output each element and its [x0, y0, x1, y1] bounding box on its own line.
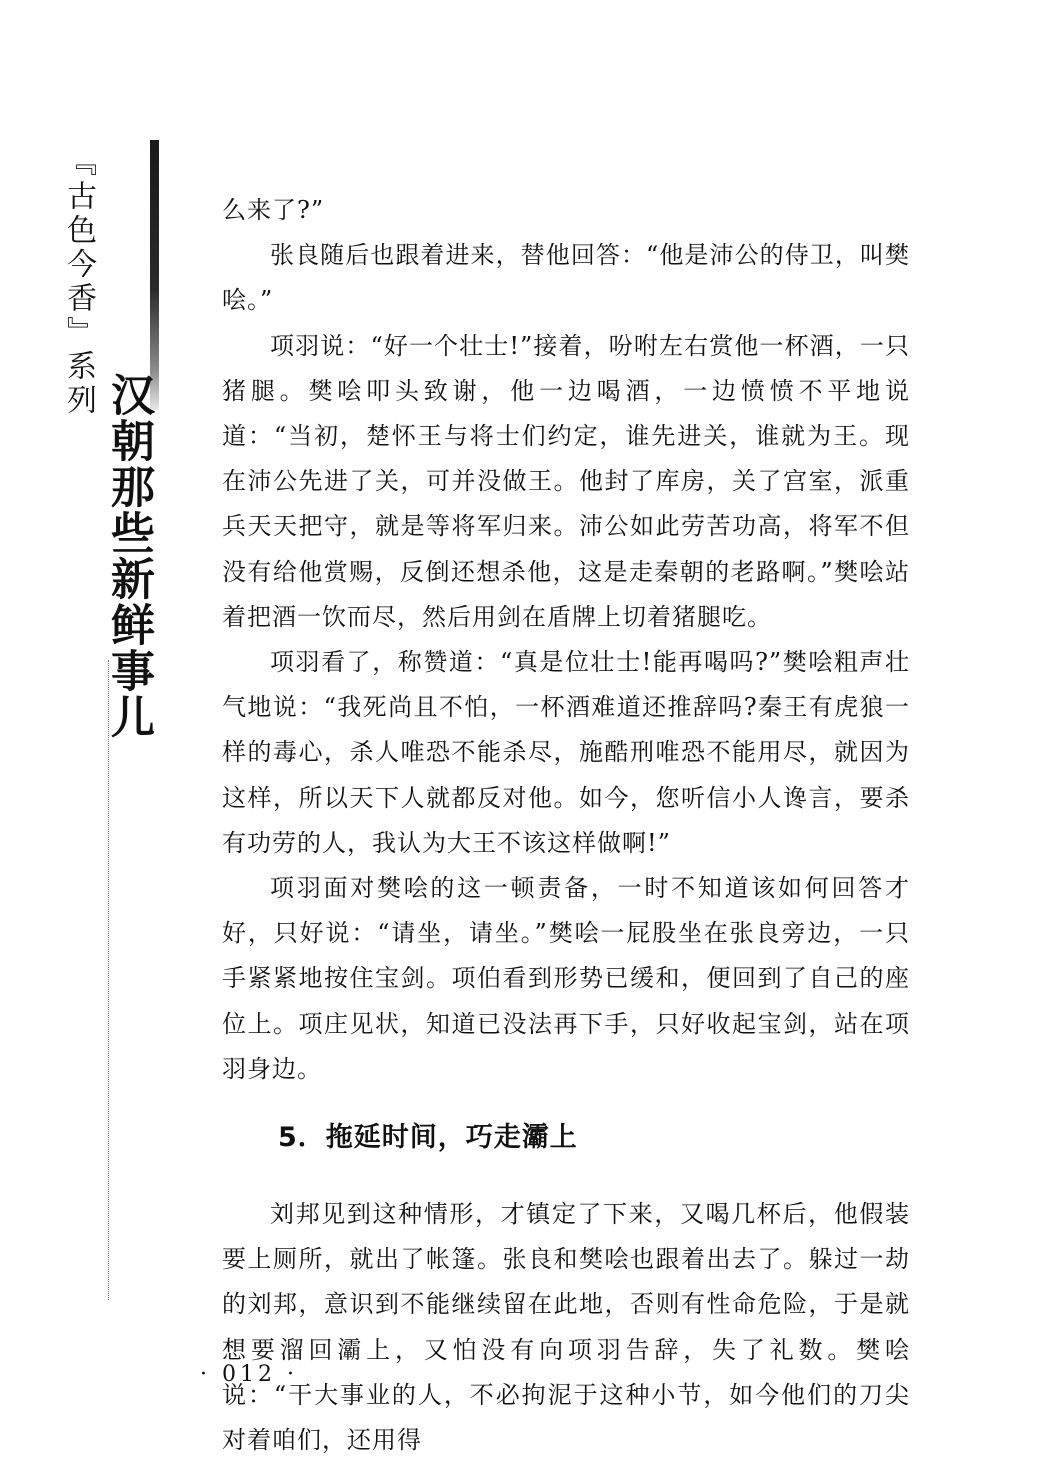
page-number: · 012 · [200, 1362, 298, 1387]
series-gradient-bar [150, 140, 159, 410]
page-body [222, 188, 910, 1463]
section-heading: 5．拖延时间，巧走灞上 [278, 1122, 578, 1154]
book-title: 汉朝那些新鲜事儿 [103, 372, 154, 740]
series-label: 『古色今香』系列 [61, 146, 96, 418]
paragraph-1: 么来了?” [222, 196, 325, 224]
paragraph-4: 项羽看了，称赞道：“真是位壮士!能再喝吗?”樊哙粗声壮气地说：“我死尚且不怕，一杯酒难道还推辞吗?秦王有虎狼一样的毒心，杀人唯恐不能杀尽，施酷刑唯恐不能用尽，就因为这样，所以天下人就都反对他。如今，您听信小人谗言，要杀有功劳的人，我认为大王不该这样做啊!” [222, 648, 910, 857]
series-column [58, 140, 158, 1300]
paragraph-5: 项羽面对樊哙的这一顿责备，一时不知道该如何回答才好，只好说：“请坐，请坐。”樊哙一屁股坐在张良旁边，一只手紧紧地按住宝剑。项伯看到形势已缓和，便回到了自己的座位上。项庄见状，知道已没法再下手，只好收起宝剑，站在项羽身边。 [222, 874, 910, 1083]
paragraph-3: 项羽说：“好一个壮士!”接着，吩咐左右赏他一杯酒，一只猪腿。樊哙叩头致谢，他一边喝酒，一边愤愤不平地说道：“当初，楚怀王与将士们约定，谁先进关，谁就为王。现在沛公先进了关，可并没做王。他封了库房，关了宫室，派重兵天天把守，就是等将军归来。沛公如此劳苦功高，将军不但没有给他赏赐，反倒还想杀他，这是走秦朝的老路啊。”樊哙站着把酒一饮而尽，然后用剑在盾牌上切着猪腿吃。 [222, 331, 910, 631]
margin-dotted-line [108, 660, 109, 1300]
section-paragraph-1: 刘邦见到这种情形，才镇定了下来，又喝几杯后，他假装要上厕所，就出了帐篷。张良和樊哙也跟着出去了。躲过一劫的刘邦，意识到不能继续留在此地，否则有性命危险，于是就想要溜回灞上，又怕没有向项羽告辞，失了礼数。樊哙说：“干大事业的人，不必拘泥于这种小节，如今他们的刀尖对着咱们，还用得 [222, 1200, 910, 1455]
paragraph-2: 张良随后也跟着进来，替他回答：“他是沛公的侍卫，叫樊哙。” [222, 241, 910, 315]
